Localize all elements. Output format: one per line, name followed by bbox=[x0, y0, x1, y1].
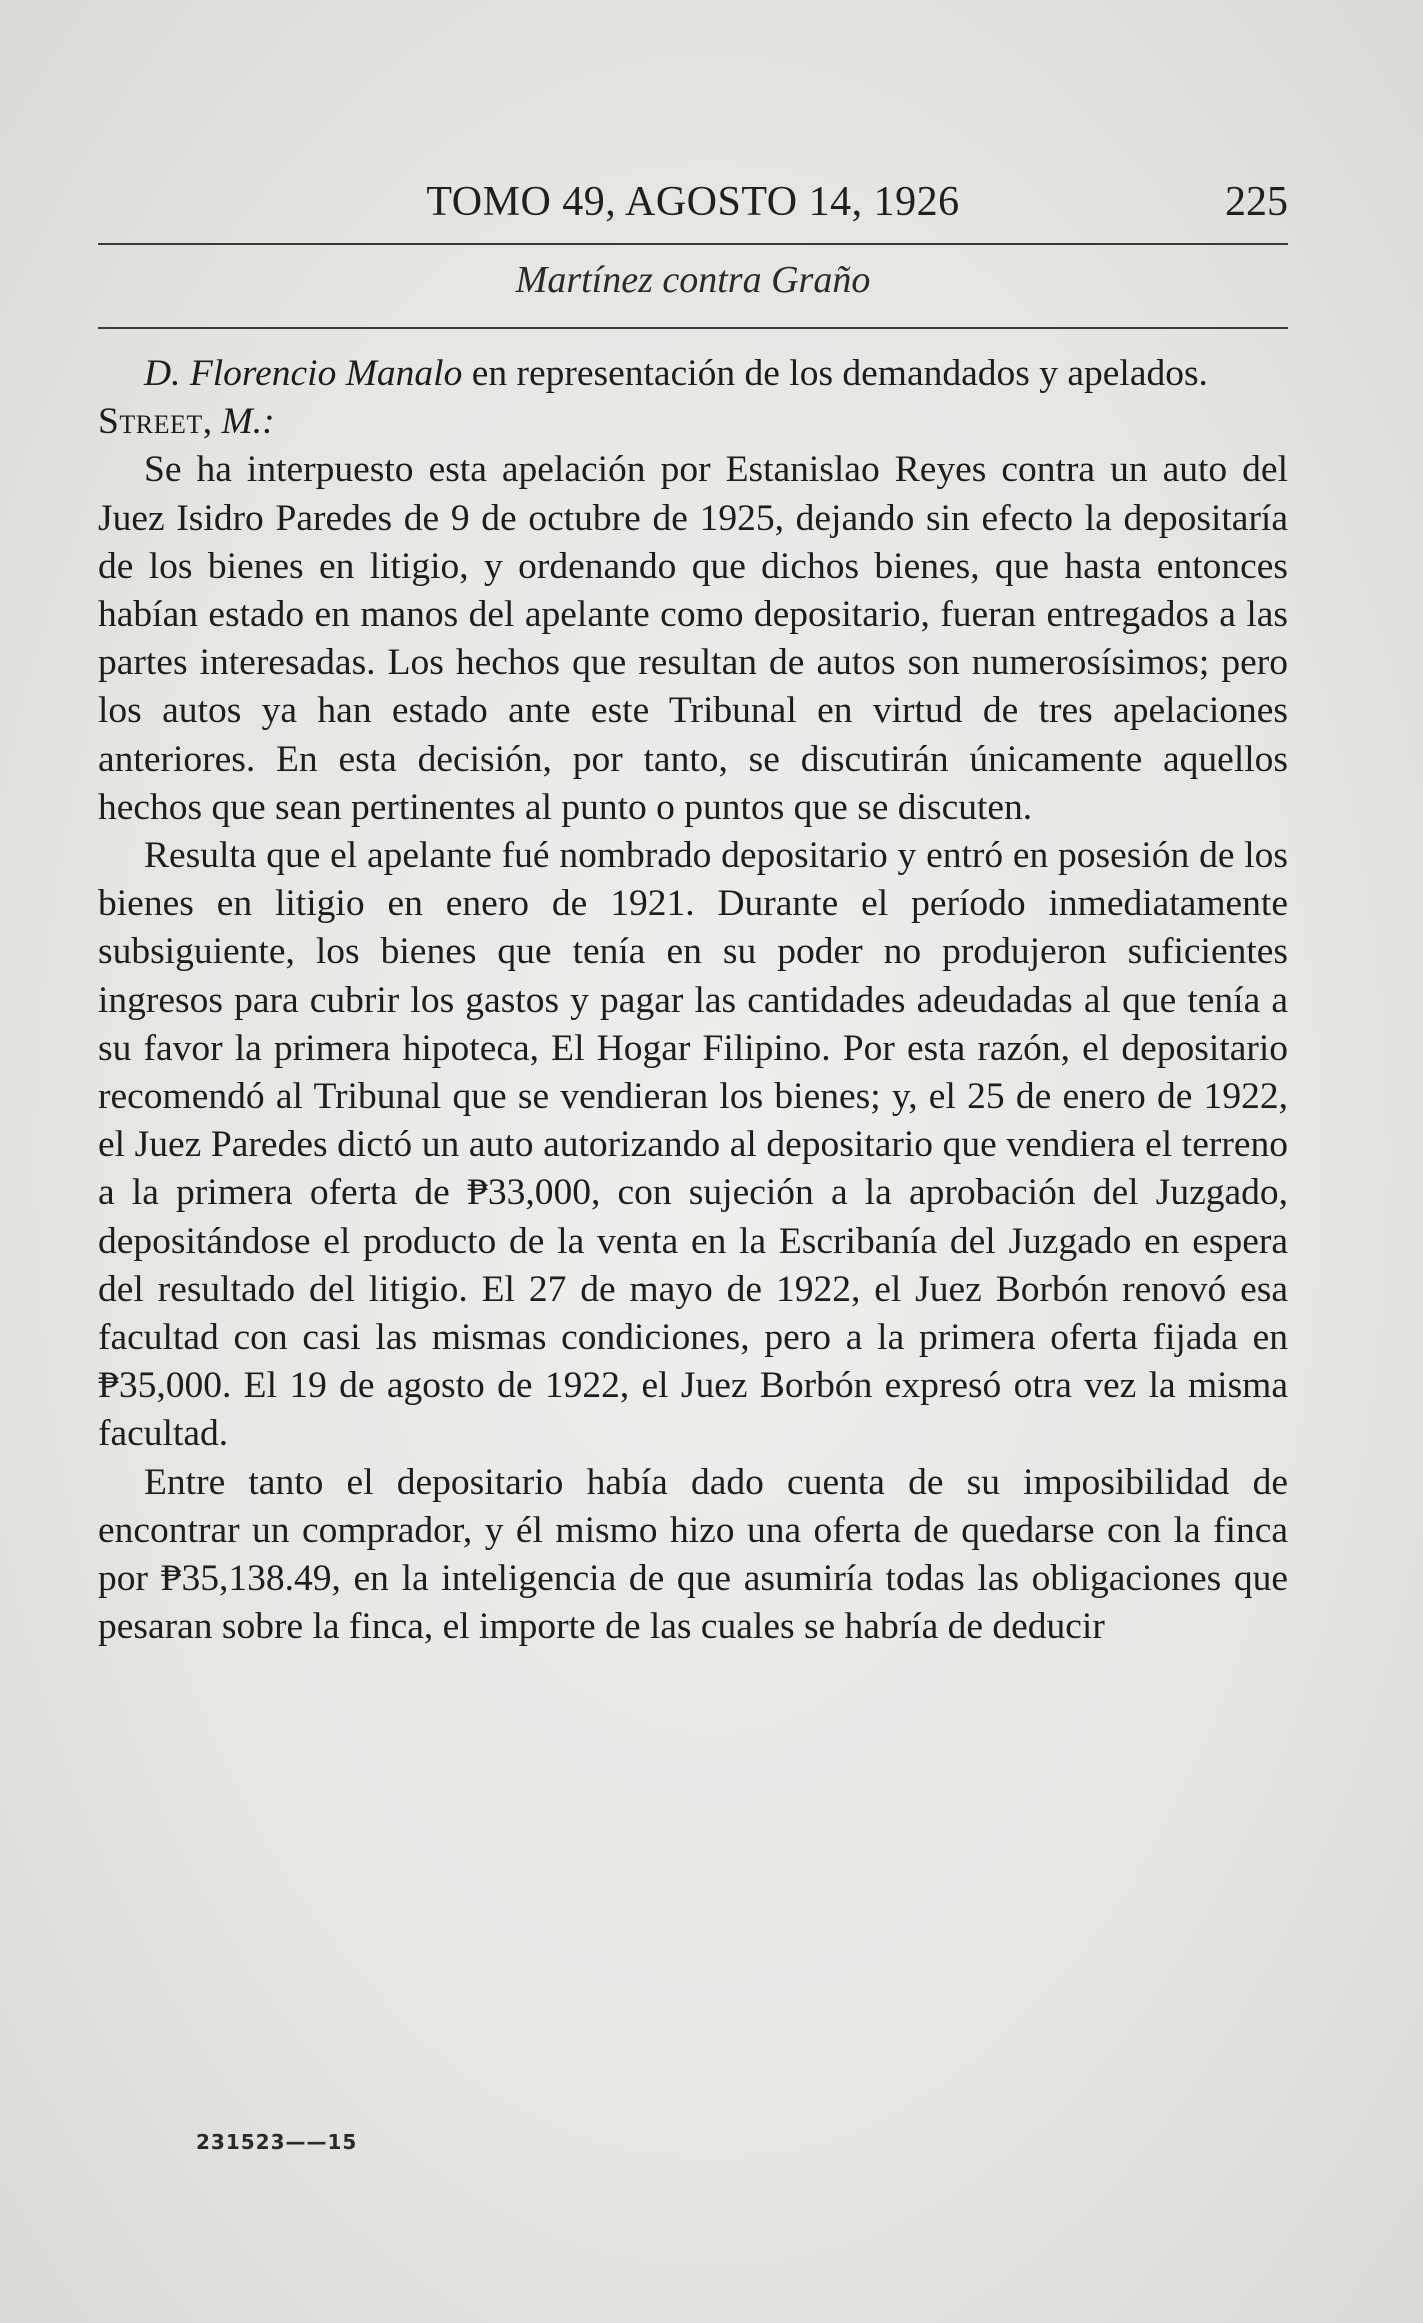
judge-separator: , bbox=[202, 401, 222, 443]
running-title: TOMO 49, AGOSTO 14, 1926 bbox=[426, 179, 960, 225]
paragraph-2: Resulta que el apelante fué nombrado depositario y entró en posesión de los bienes en litigio en enero de 1921. Durante el período inmediatamente subsiguiente, los bienes que tenía en su poder no produjeron suficientes ingresos para cubrir los gastos y pagar las cantidades adeudadas al que tenía a su favor la primera hipoteca, El Hogar Filipino. Por esta razón, el depositario recomendó al Tribunal que se vendieran los bienes; y, el 25 de enero de 1922, el Juez Paredes dictó un auto autorizando al depositario que vendiera el terreno a la primera oferta de ₱33,000, con sujeción a la aprobación del Juzgado, depositándose el producto de la venta en la Escribanía del Juzgado en espera del resultado del litigio. El 27 de mayo de 1922, el Juez Borbón renovó esa facultad con casi las mismas condiciones, pero a la primera oferta fijada en ₱35,000. El 19 de agosto de 1922, el Juez Borbón expresó otra vez la misma facultad. bbox=[98, 835, 1288, 1455]
counsel-name: D. Florencio Manalo bbox=[144, 353, 463, 394]
page-header bbox=[98, 178, 1288, 238]
page-number: 225 bbox=[1225, 179, 1288, 225]
header-rule-top bbox=[98, 243, 1288, 245]
judge-line bbox=[98, 398, 1288, 446]
counsel-line bbox=[98, 350, 1288, 398]
paragraph-3: Entre tanto el depositario había dado cuenta de su imposibilidad de encontrar un comprador, y él mismo hizo una oferta de quedarse con la finca por ₱35,138.49, en la inteligencia de que asumiría todas las obligaciones que pesaran sobre la finca, el importe de las cuales se habría de deducir bbox=[98, 1461, 1288, 1648]
header-rule-bottom bbox=[98, 327, 1288, 329]
judge-name: Street bbox=[98, 401, 203, 443]
counsel-description: en representación de los demandados y apelados. bbox=[462, 353, 1208, 394]
case-title: Martínez contra Graño bbox=[515, 259, 871, 301]
paragraph-1: Se ha interpuesto esta apelación por Estanislao Reyes contra un auto del Juez Isidro Paredes de 9 de octubre de 1925, dejando sin efecto la depositaría de los bienes en litigio, y ordenando que dichos bienes, que hasta entonces habían estado en manos del apelante como depositario, fueran entregados a las partes interesadas. Los hechos que resultan de autos son numerosísimos; pero los autos ya han estado ante este Tribunal en virtud de tres apelaciones anteriores. En esta decisión, por tanto, se discutirán únicamente aquellos hechos que sean pertinentes al punto o puntos que se discuten. bbox=[98, 449, 1288, 828]
printer-signature: 231523——15 bbox=[196, 2130, 358, 2154]
judge-title: M.: bbox=[221, 401, 275, 443]
body-text bbox=[98, 350, 1288, 1651]
